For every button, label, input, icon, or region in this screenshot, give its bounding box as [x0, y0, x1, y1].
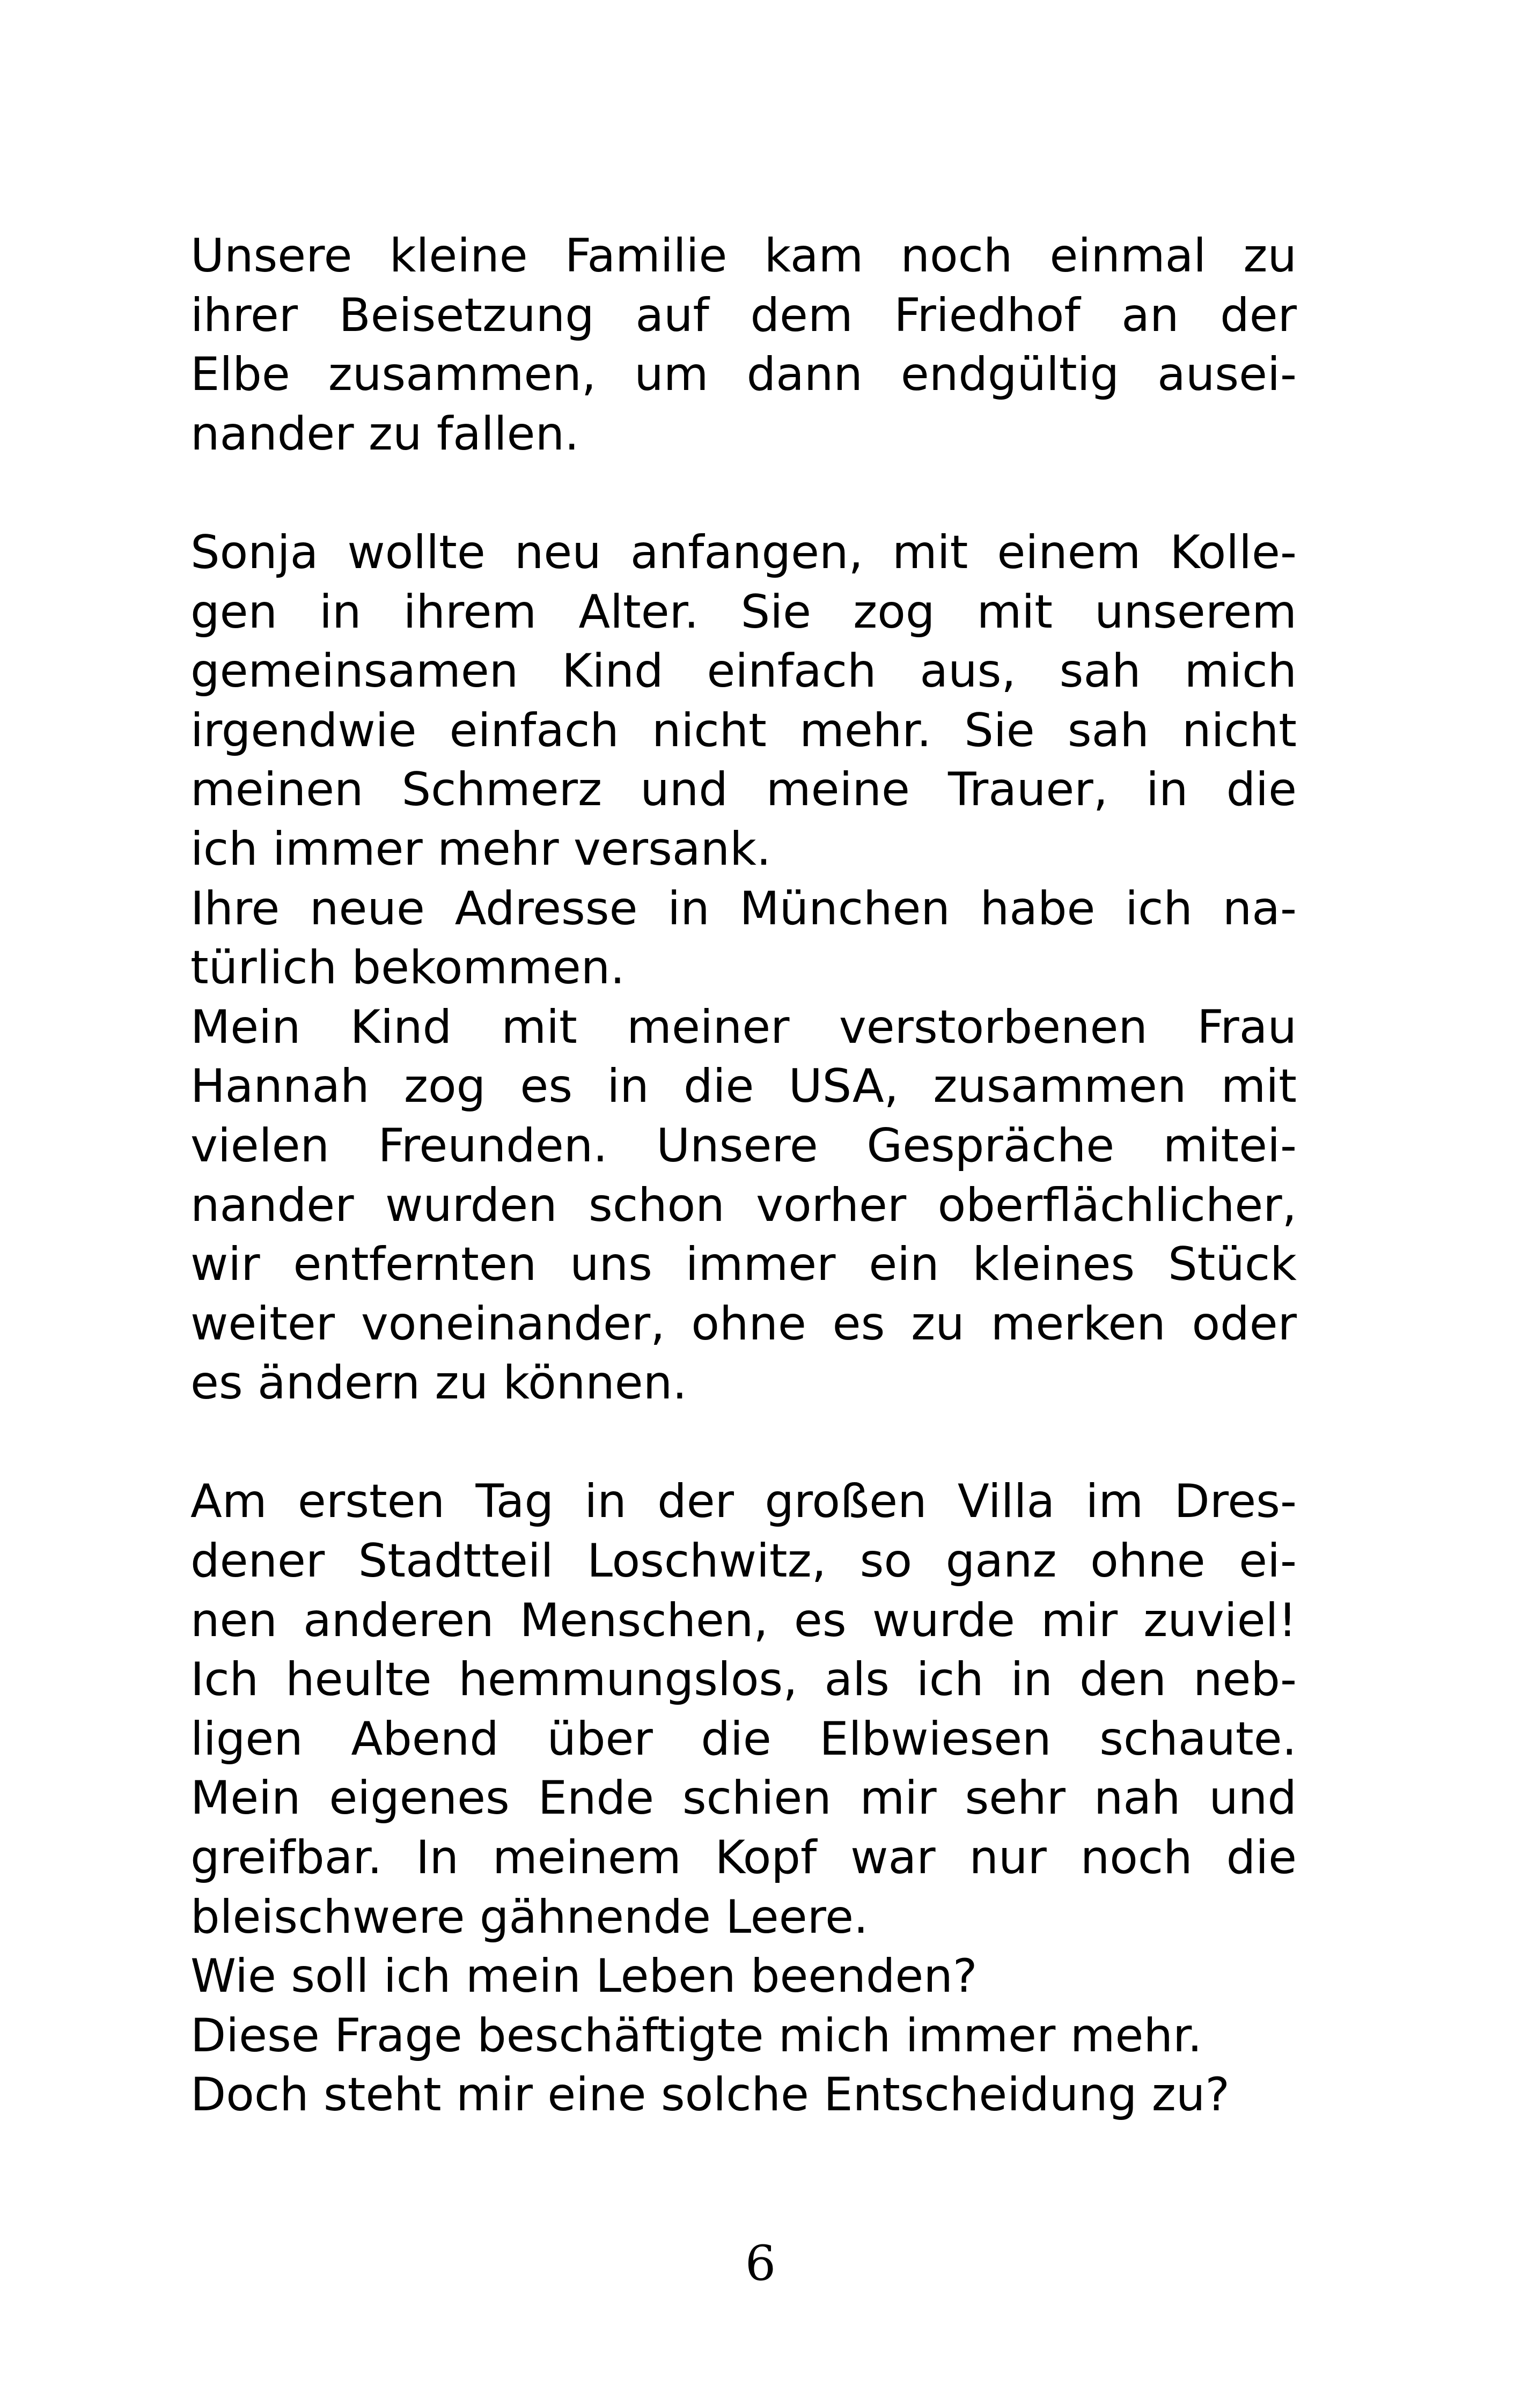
text-line: Hannah zog es in die USA, zusammen mit	[190, 1059, 1297, 1114]
text-line: Mein Kind mit meiner verstorbenen Frau	[190, 1000, 1297, 1054]
text-line: bleischwere gähnende Leere.	[190, 1890, 869, 1944]
text-line: dener Stadtteil Loschwitz, so ganz ohne ei-	[190, 1534, 1297, 1588]
text-line: ihrer Beisetzung auf dem Friedhof an der	[190, 288, 1297, 342]
body-text	[190, 226, 1297, 2125]
text-line: vielen Freunden. Unsere Gespräche mitei-	[190, 1118, 1297, 1173]
text-line: greifbar. In meinem Kopf war nur noch die	[190, 1831, 1297, 1885]
text-line: gen in ihrem Alter. Sie zog mit unserem	[190, 585, 1297, 639]
text-line: Am ersten Tag in der großen Villa im Dres-	[190, 1475, 1297, 1529]
text-line: es ändern zu können.	[190, 1356, 687, 1410]
text-line: weiter voneinander, ohne es zu merken oder	[190, 1297, 1297, 1351]
text-line: wir entfernten uns immer ein kleines Stück	[190, 1238, 1297, 1292]
text-line: gemeinsamen Kind einfach aus, sah mich	[190, 644, 1297, 698]
text-line: türlich bekommen.	[190, 941, 625, 995]
text-line: meinen Schmerz und meine Trauer, in die	[190, 763, 1297, 817]
text-line: Unsere kleine Familie kam noch einmal zu	[190, 229, 1297, 283]
text-line: Wie soll ich mein Leben beenden?	[190, 1949, 978, 2004]
text-line: Elbe zusammen, um dann endgültig ausei-	[190, 348, 1297, 402]
text-line: irgendwie einfach nicht mehr. Sie sah nicht	[190, 703, 1297, 757]
text-line: ligen Abend über die Elbwiesen schaute.	[190, 1712, 1297, 1766]
text-line: Mein eigenes Ende schien mir sehr nah und	[190, 1771, 1297, 1825]
paragraph-gap	[190, 1413, 1297, 1472]
text-line: Doch steht mir eine solche Entscheidung zu?	[190, 2068, 1230, 2122]
text-line: Ich heulte hemmungslos, als ich in den neb-	[190, 1653, 1297, 1707]
text-line: nen anderen Menschen, es wurde mir zuviel!	[190, 1593, 1297, 1647]
paragraph-gap	[190, 463, 1297, 523]
text-line: ich immer mehr versank.	[190, 822, 771, 876]
text-line: Ihre neue Adresse in München habe ich na-	[190, 881, 1297, 936]
text-line: Diese Frage beschäftigte mich immer mehr.	[190, 2008, 1202, 2063]
page-number: 6	[745, 2235, 776, 2292]
text-line: nander wurden schon vorher oberflächlicher,	[190, 1178, 1297, 1232]
text-line: Sonja wollte neu anfangen, mit einem Kolle-	[190, 525, 1297, 579]
text-line: nander zu fallen.	[190, 407, 579, 461]
